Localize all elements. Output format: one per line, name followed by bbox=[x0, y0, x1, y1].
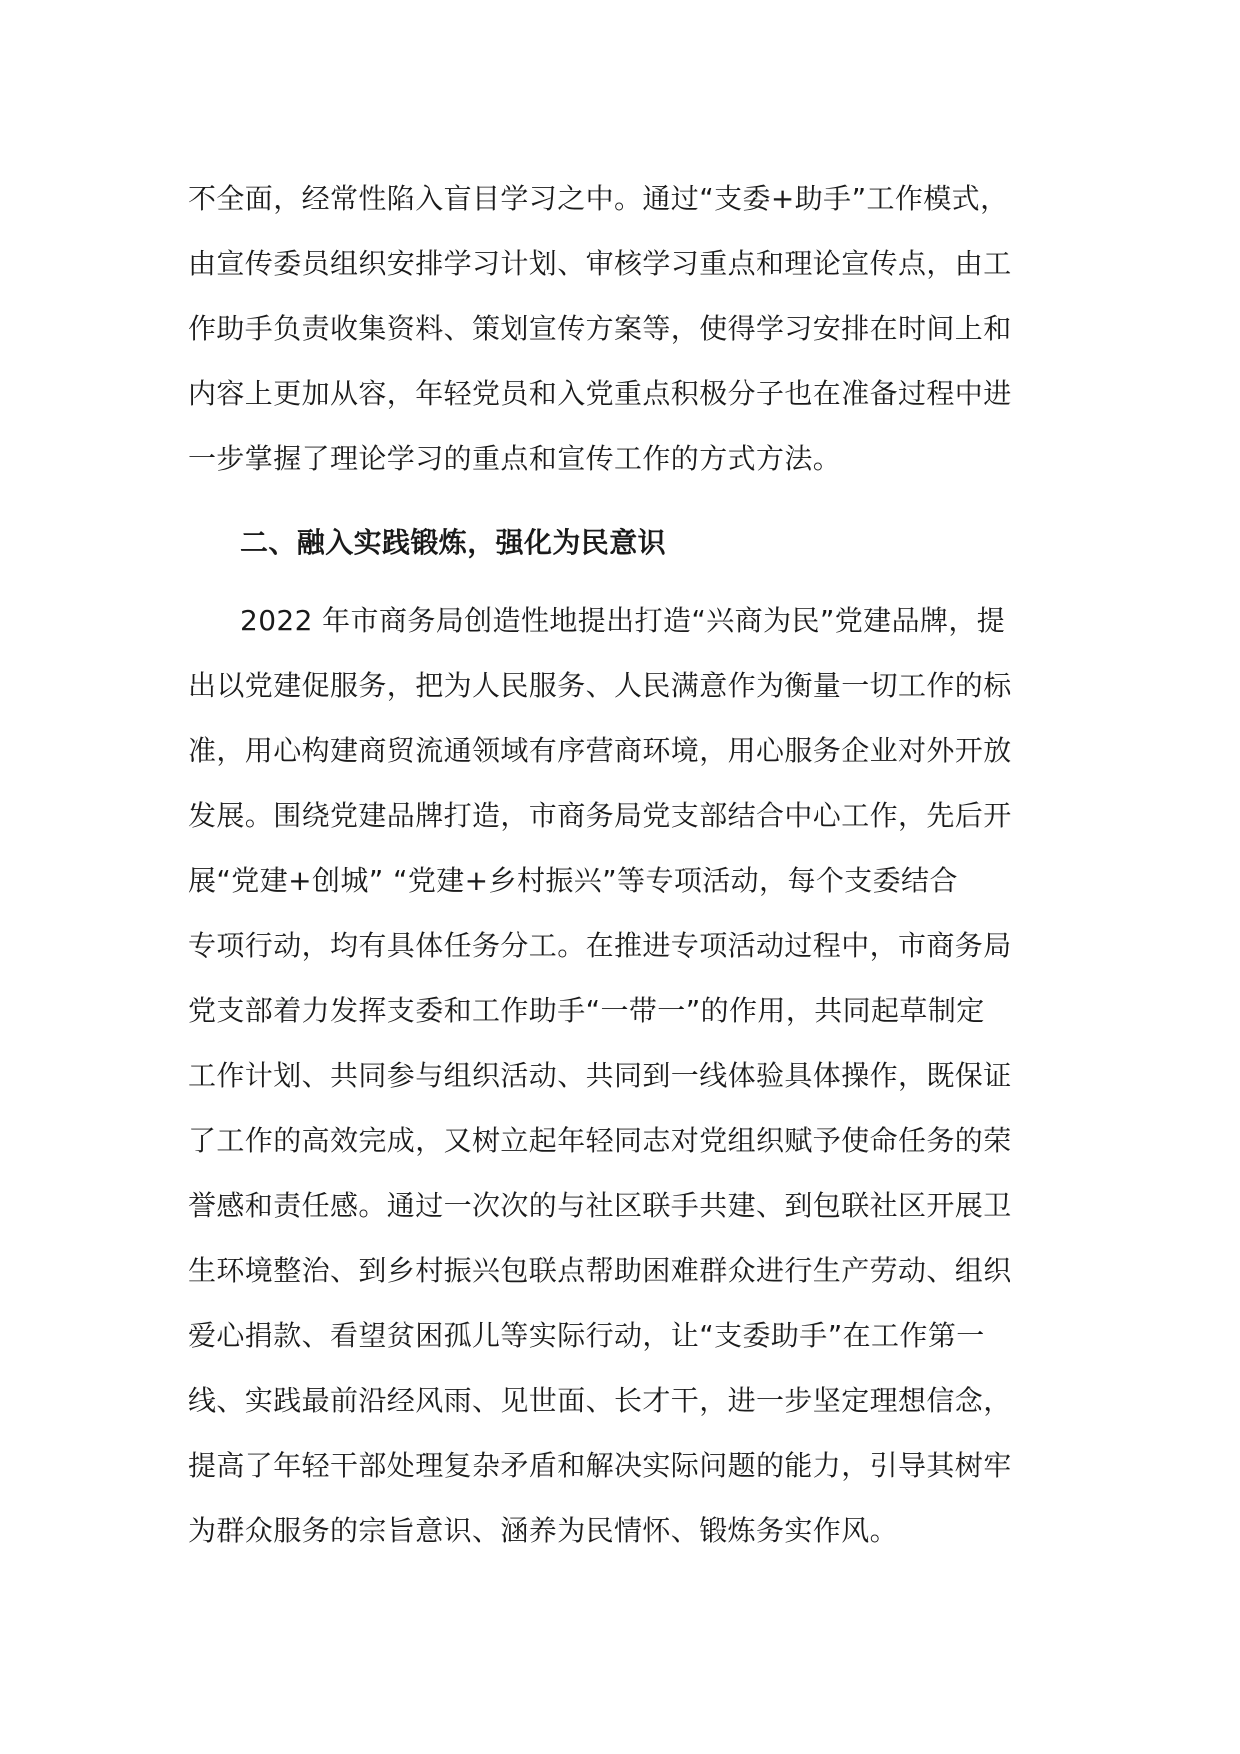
paragraph-1 bbox=[188, 166, 1058, 491]
paragraph-line: 专项行动，均有具体任务分工。在推进专项活动过程中，市商务局 bbox=[188, 929, 1012, 962]
paragraph-line: 由宣传委员组织安排学习计划、审核学习重点和理论宣传点，由工 bbox=[188, 247, 1012, 280]
paragraph-line: 生环境整治、到乡村振兴包联点帮助困难群众进行生产劳动、组织 bbox=[188, 1254, 1012, 1287]
paragraph-line: 发展。围绕党建品牌打造，市商务局党支部结合中心工作，先后开 bbox=[188, 799, 1012, 832]
paragraph-line: 线、实践最前沿经风雨、见世面、长才干，进一步坚定理想信念， bbox=[188, 1384, 1012, 1417]
paragraph-line: 爱心捐款、看望贫困孤儿等实际行动，让“支委助手”在工作第一 bbox=[188, 1319, 985, 1352]
paragraph-line: 提高了年轻干部处理复杂矛盾和解决实际问题的能力，引导其树牢 bbox=[188, 1449, 1012, 1482]
section-heading: 二、融入实践锻炼，强化为民意识 bbox=[240, 526, 667, 559]
paragraph-2 bbox=[188, 588, 1058, 1563]
paragraph-line: 出以党建促服务，把为人民服务、人民满意作为衡量一切工作的标 bbox=[188, 669, 1012, 702]
paragraph-line: 不全面，经常性陷入盲目学习之中。通过“支委+助手”工作模式， bbox=[188, 182, 1009, 215]
paragraph-line: 了工作的高效完成，又树立起年轻同志对党组织赋予使命任务的荣 bbox=[188, 1124, 1012, 1157]
paragraph-line: 誉感和责任感。通过一次次的与社区联手共建、到包联社区开展卫 bbox=[188, 1189, 1012, 1222]
paragraph-line: 展“党建+创城” “党建+乡村振兴”等专项活动，每个支委结合 bbox=[188, 864, 958, 897]
paragraph-line: 为群众服务的宗旨意识、涵养为民情怀、锻炼务实作风。 bbox=[188, 1514, 899, 1547]
paragraph-line: 党支部着力发挥支委和工作助手“一带一”的作用，共同起草制定 bbox=[188, 994, 985, 1027]
paragraph-line: 工作计划、共同参与组织活动、共同到一线体验具体操作，既保证 bbox=[188, 1059, 1012, 1092]
paragraph-line: 一步掌握了理论学习的重点和宣传工作的方式方法。 bbox=[188, 442, 842, 475]
paragraph-line: 2022 年市商务局创造性地提出打造“兴商为民”党建品牌，提 bbox=[240, 604, 1006, 637]
paragraph-line: 准，用心构建商贸流通领域有序营商环境，用心服务企业对外开放 bbox=[188, 734, 1012, 767]
paragraph-line: 内容上更加从容，年轻党员和入党重点积极分子也在准备过程中进 bbox=[188, 377, 1012, 410]
paragraph-line: 作助手负责收集资料、策划宣传方案等，使得学习安排在时间上和 bbox=[188, 312, 1012, 345]
